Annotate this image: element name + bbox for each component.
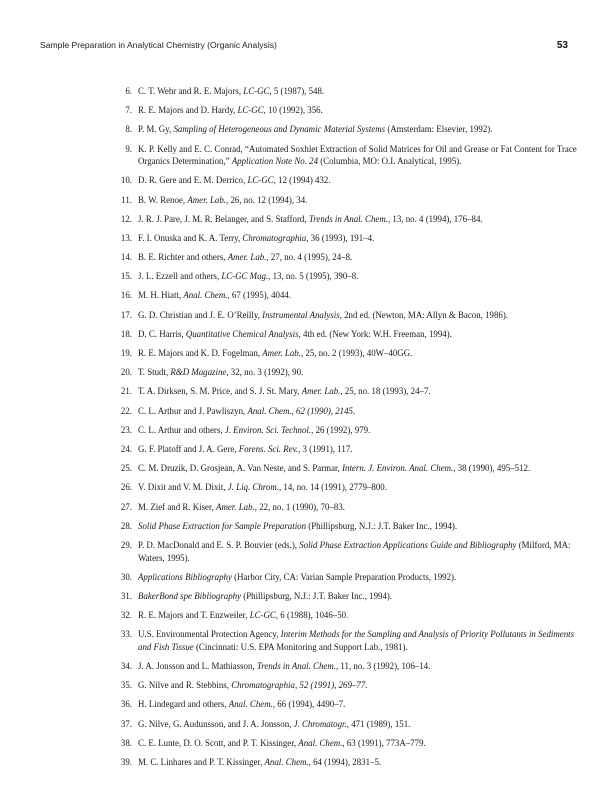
reference-title-italic: Trends in Anal. Chem., (308, 213, 391, 224)
reference-text: U.S. Environmental Protection Agency, Interim Methods for the Sampling and Analysis of Priority Pollutants in Sediments and Fish Tissue (Cincinnati: U.S. EPA Monitoring and Support Lab., 1981). (138, 629, 575, 652)
reference-text: Applications Bibliography (Harbor City, CA: Varian Sample Preparation Products, 1992). (138, 571, 457, 582)
reference-number: 27. (120, 501, 132, 512)
reference-number: 39. (120, 756, 132, 767)
reference-number: 18. (120, 328, 132, 339)
reference-item (112, 571, 584, 584)
reference-title-italic: LC-GC, (243, 86, 272, 96)
reference-item (112, 756, 584, 769)
reference-title-italic: Amer. Lab., (216, 501, 257, 512)
reference-text: R. E. Majors and T. Enzweiler, LC-GC, 6 (1988), 1046–50. (138, 610, 349, 621)
reference-text: M. Zief and R. Kiser, Amer. Lab., 22, no. 1 (1990), 70–83. (138, 501, 345, 512)
reference-number: 34. (120, 661, 132, 672)
reference-item (112, 213, 584, 226)
reference-number: 37. (120, 718, 132, 729)
reference-number: 36. (120, 699, 132, 710)
page-header (40, 40, 568, 56)
reference-number: 8. (125, 124, 132, 135)
reference-text: J. A. Jonsson and L. Mathiasson, Trends in Anal. Chem., 11, no. 3 (1992), 106–14. (138, 661, 431, 672)
reference-text: V. Dixit and V. M. Dixit, J. Liq. Chrom., 14, no. 14 (1991), 2779–800. (138, 482, 387, 493)
reference-text: C. E. Lunte, D. O. Scott, and P. T. Kissinger, Anal. Chem., 63 (1991), 773A–779. (138, 737, 426, 748)
reference-number: 29. (120, 539, 132, 550)
reference-number: 38. (120, 737, 132, 748)
reference-text: T. Studt, R&D Magazine, 32, no. 3 (1992), 90. (138, 367, 304, 378)
reference-title-italic: BakerBond spe Bibliography (138, 590, 242, 601)
reference-item (112, 501, 584, 514)
reference-text: G. D. Christian and J. E. O’Reilly, Instrumental Analysis, 2nd ed. (Newton, MA: Allyn & Bacon, 1986). (138, 309, 509, 320)
reference-title-italic: Forens. Sci. Rev., (238, 443, 301, 454)
reference-item (112, 424, 584, 437)
reference-title-italic: Trends in Anal. Chem., (256, 661, 339, 672)
reference-title-italic: Intern. J. Environ. Anal. Chem., (342, 463, 456, 474)
reference-number: 11. (121, 194, 132, 205)
reference-number: 20. (120, 367, 132, 378)
reference-item (112, 660, 584, 673)
reference-number: 33. (120, 629, 132, 640)
reference-item (112, 737, 584, 750)
reference-text: M. C. Linhares and P. T. Kissinger, Anal. Chem., 64 (1994), 2831–5. (138, 756, 382, 767)
reference-item (112, 328, 584, 341)
reference-title-italic: LC-GC, (249, 610, 279, 621)
reference-text: T. A. Dirksen, S. M. Price, and S. J. St. Mary, Amer. Lab., 25, no. 18 (1993), 24–7. (138, 386, 431, 397)
reference-number: 23. (120, 424, 132, 435)
reference-number: 30. (120, 571, 132, 582)
reference-item (112, 194, 584, 207)
reference-text: K. P. Kelly and E. C. Conrad, “Automated Soxhlet Extraction of Solid Matrices for Oil and Grease or Fat Content for Trace Organics Determination,” Application Note No. 24 (Columbia, MO: O.I. Analytical, 1995). (138, 143, 577, 167)
reference-title-italic: Quantitative Chemical Analysis, (185, 328, 301, 339)
reference-number: 21. (120, 386, 132, 397)
running-title: Sample Preparation in Analytical Chemistry (Organic Analysis) (40, 40, 277, 50)
reference-number: 12. (120, 213, 132, 224)
reference-item (112, 698, 584, 711)
reference-title-italic: Application Note No. 24 (231, 156, 319, 167)
reference-number: 10. (120, 175, 132, 186)
reference-item (112, 232, 584, 245)
reference-title-italic: Amer. Lab., (301, 386, 343, 397)
reference-title-italic: Instrumental Analysis, (262, 309, 342, 320)
reference-text: BakerBond spe Bibliography (Phillipsburg, N.J.: J.T. Baker Inc., 1994). (138, 590, 393, 601)
reference-text: G. F. Platoff and J. A. Gere, Forens. Sci. Rev., 3 (1991), 117. (138, 443, 353, 454)
reference-item (112, 104, 584, 117)
reference-title-italic: LC-GC Mag., (221, 271, 271, 282)
reference-title-italic: J. Chromatogr., (293, 718, 349, 729)
reference-title-italic: J. Liq. Chrom., (227, 482, 282, 493)
reference-item (112, 385, 584, 398)
reference-item (112, 347, 584, 360)
reference-title-italic: Anal. Chem., (298, 737, 345, 748)
reference-number: 26. (120, 482, 132, 493)
reference-item (112, 609, 584, 622)
reference-number: 9. (125, 143, 132, 154)
reference-number: 6. (125, 86, 132, 96)
reference-number: 32. (120, 610, 132, 621)
reference-title-italic: Amer. Lab., (262, 348, 304, 359)
page-number: 53 (556, 40, 568, 51)
reference-text: Solid Phase Extraction for Sample Preparation (Phillipsburg, N.J.: J.T. Baker Inc., 1994). (138, 520, 458, 531)
reference-number: 22. (120, 405, 132, 416)
reference-text: C. T. Wehr and R. E. Majors, LC-GC, 5 (1987), 548. (138, 86, 325, 96)
reference-item (112, 590, 584, 603)
reference-title-italic: Anal. Chem., (264, 756, 311, 767)
reference-item (112, 309, 584, 322)
reference-text: R. E. Majors and D. Hardy, LC-GC, 10 (1992), 356. (138, 105, 323, 116)
reference-item (112, 270, 584, 283)
reference-text: J. L. Ezzell and others, LC-GC Mag., 13, no. 5 (1995), 390–8. (138, 271, 359, 282)
reference-title-italic: Solid Phase Extraction Applications Guide and Bibliography (299, 539, 517, 550)
reference-item (112, 539, 584, 564)
reference-text: J. R. J. Pare, J. M. R. Belanger, and S. Stafford, Trends in Anal. Chem., 13, no. 4 (1994), 176–84. (138, 213, 483, 224)
reference-item (112, 462, 584, 475)
reference-text: D. R. Gere and E. M. Derrico, LC-GC, 12 (1994) 432. (138, 175, 331, 186)
reference-item (112, 481, 584, 494)
reference-item (112, 143, 584, 168)
reference-item (112, 85, 584, 98)
reference-text: C. L. Arthur and others, J. Environ. Sci. Technol., 26 (1992), 979. (138, 424, 371, 435)
reference-title-italic: Anal. Chem., (228, 699, 276, 710)
reference-number: 28. (120, 520, 132, 531)
reference-text: P. M. Gy, Sampling of Heterogeneous and Dynamic Material Systems (Amsterdam: Elsevier, 1992). (138, 124, 493, 135)
reference-text: D. C. Harris, Quantitative Chemical Analysis, 4th ed. (New York: W.H. Freeman, 1994). (138, 328, 452, 339)
reference-item (112, 405, 584, 418)
reference-title-italic: Amer. Lab., (227, 252, 269, 263)
reference-text: B. W. Renoe, Amer. Lab., 26, no. 12 (1994), 34. (138, 194, 308, 205)
reference-item (112, 174, 584, 187)
reference-item (112, 628, 584, 653)
reference-title-italic: Anal. Chem., (183, 290, 230, 301)
reference-item (112, 718, 584, 731)
reference-item (112, 520, 584, 533)
reference-text: M. H. Hiatt, Anal. Chem., 67 (1995), 4044. (138, 290, 292, 301)
reference-number: 7. (125, 105, 132, 116)
reference-title-italic: Applications Bibliography (138, 571, 232, 582)
reference-title-italic: Anal. Chem., 62 (1990), 2145. (247, 405, 356, 416)
reference-text: H. Lindegard and others, Anal. Chem., 66 (1994), 4490–7. (138, 699, 346, 710)
reference-number: 25. (120, 463, 132, 474)
reference-number: 19. (120, 348, 132, 359)
reference-text: C. L. Arthur and J. Pawliszyn, Anal. Chem., 62 (1990), 2145. (138, 405, 356, 416)
reference-title-italic: Amer. Lab., (187, 194, 229, 205)
reference-title-italic: Chromatographia, 52 (1991), 269–77. (231, 680, 368, 691)
reference-title-italic: Interim Methods for the Sampling and Analysis of Priority Pollutants in Sediments and Fish Tissue (138, 629, 575, 652)
reference-item (112, 123, 584, 136)
reference-number: 14. (120, 252, 132, 263)
reference-text: G. Nilve and R. Stebbins, Chromatographia, 52 (1991), 269–77. (138, 680, 368, 691)
reference-title-italic: LC-GC, (247, 175, 276, 186)
reference-item (112, 679, 584, 692)
reference-item (112, 443, 584, 456)
reference-number: 13. (120, 232, 132, 243)
reference-title-italic: J. Environ. Sci. Technol., (224, 424, 314, 435)
reference-text: P. D. MacDonald and E. S. P. Bouvier (eds.), Solid Phase Extraction Applications Guide and Bibliography (Milford, MA: Waters, 1995). (138, 539, 571, 563)
reference-number: 17. (120, 309, 132, 320)
reference-number: 16. (120, 290, 132, 301)
reference-title-italic: R&D Magazine, (170, 367, 229, 378)
reference-text: F. I. Onuska and K. A. Terry, Chromatographia, 36 (1993), 191–4. (138, 232, 375, 243)
reference-text: R. E. Majors and K. D. Fogelman, Amer. Lab., 25, no. 2 (1993), 40W–40GG. (138, 348, 413, 359)
reference-number: 31. (120, 590, 132, 601)
reference-title-italic: Sampling of Heterogeneous and Dynamic Material Systems (173, 124, 386, 135)
reference-item (112, 289, 584, 302)
reference-title-italic: Chromatographia, (242, 232, 309, 243)
reference-number: 15. (120, 271, 132, 282)
reference-number: 24. (120, 443, 132, 454)
reference-item (112, 366, 584, 379)
reference-title-italic: Solid Phase Extraction for Sample Preparation (138, 520, 307, 531)
reference-list (112, 85, 584, 775)
reference-number: 35. (120, 680, 132, 691)
reference-text: C. M. Druzik, D. Grosjean, A. Van Neste, and S. Parmar, Intern. J. Environ. Anal. Chem., 38 (1990), 495–512. (138, 463, 531, 474)
reference-text: B. E. Richter and others, Amer. Lab., 27, no. 4 (1995), 24–8. (138, 252, 353, 263)
reference-item (112, 251, 584, 264)
reference-text: G. Nilve, G. Audunsson, and J. A. Jonsson, J. Chromatogr., 471 (1989), 151. (138, 718, 411, 729)
reference-title-italic: LC-GC, (237, 105, 266, 116)
